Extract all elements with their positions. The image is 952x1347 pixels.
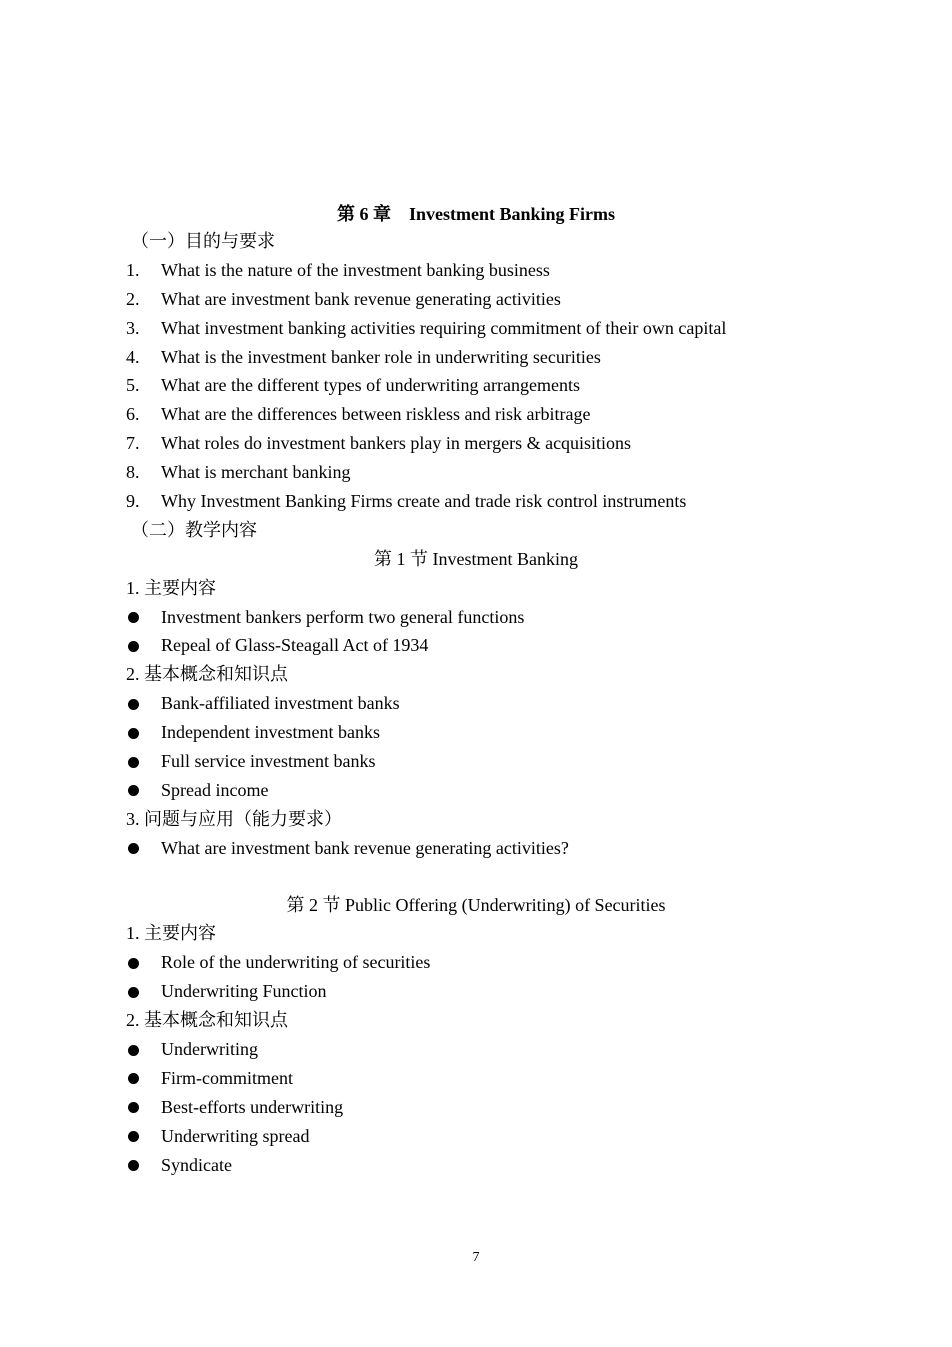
list-item	[124, 343, 844, 372]
item-text: What is merchant banking	[161, 462, 351, 483]
item-text: What is the investment banker role in underwriting securities	[161, 346, 601, 367]
list-item	[124, 487, 844, 516]
bullet-icon	[128, 1102, 139, 1113]
list-item	[124, 429, 844, 458]
list-item	[124, 314, 844, 343]
item-text: What is the nature of the investment banking business	[161, 259, 550, 280]
item-text: Bank-affiliated investment banks	[161, 693, 400, 714]
section-1-questions-heading: 3. 问题与应用（能力要求）	[126, 808, 342, 829]
item-text: Best-efforts underwriting	[161, 1096, 344, 1117]
item-text: Syndicate	[161, 1154, 232, 1175]
list-item	[124, 458, 844, 487]
list-item	[124, 400, 844, 429]
bullet-icon	[128, 843, 139, 854]
list-item	[124, 1151, 844, 1180]
bullet-icon	[128, 612, 139, 623]
chapter-title: 第 6 章 Investment Banking Firms	[336, 204, 615, 224]
section-gap	[124, 863, 844, 891]
item-number: 2.	[126, 288, 140, 309]
list-item	[124, 285, 844, 314]
item-text: What are investment bank revenue generating activities	[161, 288, 561, 309]
list-item	[124, 256, 844, 285]
bullet-icon	[128, 1045, 139, 1056]
teaching-heading: （二）教学内容	[131, 519, 257, 540]
list-item	[124, 603, 844, 632]
section-2-main-heading: 1. 主要内容	[126, 923, 216, 944]
item-number: 8.	[126, 462, 140, 483]
objectives-list	[124, 256, 844, 516]
list-item	[124, 834, 844, 863]
item-text: Independent investment banks	[161, 722, 380, 743]
bullet-icon	[128, 785, 139, 796]
objectives-heading: （一）目的与要求	[131, 231, 275, 251]
list-item	[124, 371, 844, 400]
item-text: Why Investment Banking Firms create and trade risk control instruments	[161, 491, 687, 512]
section-1-main-heading: 1. 主要内容	[126, 577, 216, 598]
bullet-icon	[128, 1073, 139, 1084]
item-text: Spread income	[161, 779, 269, 800]
bullet-icon	[128, 699, 139, 710]
item-text: Role of the underwriting of securities	[161, 952, 431, 973]
bullet-icon	[128, 757, 139, 768]
content-body	[124, 227, 844, 1180]
list-item	[124, 1093, 844, 1122]
item-text: What are investment bank revenue generating activities?	[161, 837, 569, 858]
item-text: What are the different types of underwriting arrangements	[161, 375, 581, 396]
item-text: Repeal of Glass-Steagall Act of 1934	[161, 635, 429, 656]
item-text: Investment bankers perform two general functions	[161, 606, 525, 627]
list-item	[124, 1035, 844, 1064]
item-number: 5.	[126, 375, 140, 396]
bullet-icon	[128, 958, 139, 969]
item-text: Underwriting	[161, 1039, 258, 1060]
item-number: 6.	[126, 404, 140, 425]
section-1-concepts-heading: 2. 基本概念和知识点	[126, 664, 288, 685]
item-number: 1.	[126, 259, 140, 280]
item-text: What roles do investment bankers play in mergers & acquisitions	[161, 433, 632, 454]
section-2-concepts-heading: 2. 基本概念和知识点	[126, 1010, 288, 1031]
bullet-icon	[128, 1160, 139, 1171]
item-number: 9.	[126, 491, 140, 512]
bullet-icon	[128, 987, 139, 998]
section-1-title: 第 1 节 Investment Banking	[374, 548, 578, 569]
list-item	[124, 747, 844, 776]
item-text: What investment banking activities requiring commitment of their own capital	[161, 317, 727, 338]
list-item	[124, 718, 844, 747]
item-text: Firm-commitment	[161, 1067, 293, 1088]
list-item	[124, 948, 844, 977]
list-item	[124, 977, 844, 1006]
list-item	[124, 1064, 844, 1093]
list-item	[124, 631, 844, 660]
list-item	[124, 689, 844, 718]
section-2-title: 第 2 节 Public Offering (Underwriting) of Securities	[286, 894, 666, 915]
item-text: Underwriting Function	[161, 981, 327, 1002]
bullet-icon	[128, 1131, 139, 1142]
page-number: 7	[472, 1250, 480, 1265]
item-number: 3.	[126, 317, 140, 338]
item-number: 7.	[126, 433, 140, 454]
list-item	[124, 1122, 844, 1151]
bullet-icon	[128, 728, 139, 739]
list-item	[124, 776, 844, 805]
item-number: 4.	[126, 346, 140, 367]
item-text: Full service investment banks	[161, 751, 376, 772]
bullet-icon	[128, 641, 139, 652]
item-text: What are the differences between riskless and risk arbitrage	[161, 404, 591, 425]
item-text: Underwriting spread	[161, 1125, 310, 1146]
